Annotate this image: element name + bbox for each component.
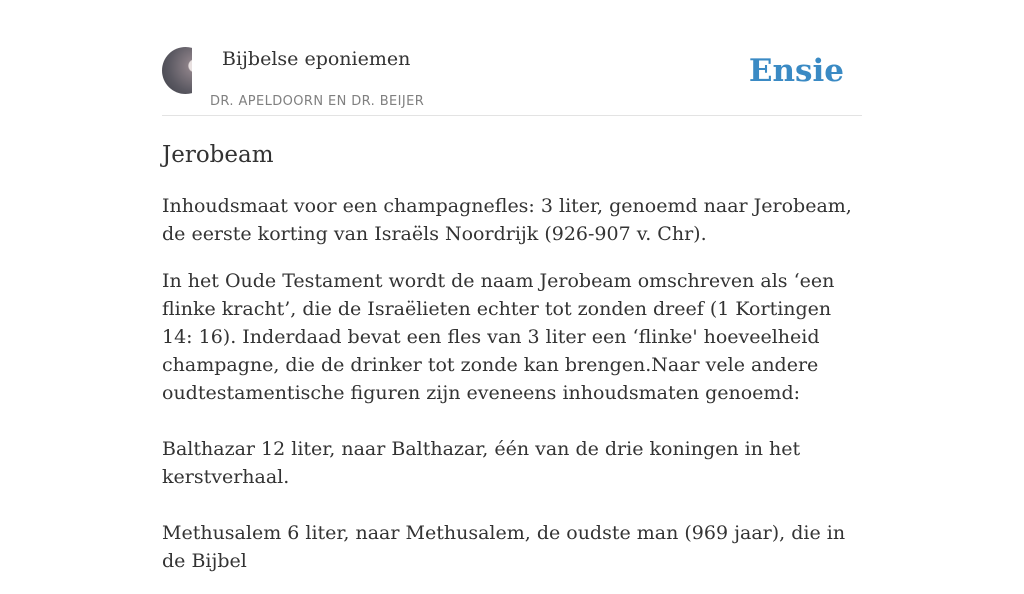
entry-paragraph: Inhoudsmaat voor een champagnefles: 3 liter, genoemd naar Jerobeam, de eerste korting van Israëls Noordrijk (926-907 v. Chr). (162, 195, 852, 245)
page-header (162, 44, 862, 116)
entry-paragraph: Methusalem 6 liter, naar Methusalem, de oudste man (969 jaar), die in de Bijbel (162, 522, 846, 572)
ensie-logo[interactable]: Ensie (748, 53, 844, 89)
book-authors: DR. APELDOORN EN DR. BEIJER (210, 94, 425, 109)
entry-paragraph: Balthazar 12 liter, naar Balthazar, één van de drie koningen in het kerstverhaal. (162, 438, 801, 488)
cover-image-icon (162, 47, 192, 94)
entry-title: Jerobeam (162, 142, 274, 168)
entry-paragraph: In het Oude Testament wordt de naam Jerobeam omschreven als ‘een flinke kracht’, die de Israëlieten echter tot zonden dreef (1 Kortingen 14: 16). Inderdaad bevat een fles van 3 liter een ‘flinke' hoeveelheid champagne, die de drinker tot zonde kan brengen.Naar vele andere oudtestamentische figuren zijn eveneens inhoudsmaten genoemd: (162, 270, 835, 404)
entry-content (162, 140, 864, 594)
book-title[interactable]: Bijbelse eponiemen (222, 48, 411, 70)
book-cover-thumbnail[interactable] (162, 47, 192, 94)
